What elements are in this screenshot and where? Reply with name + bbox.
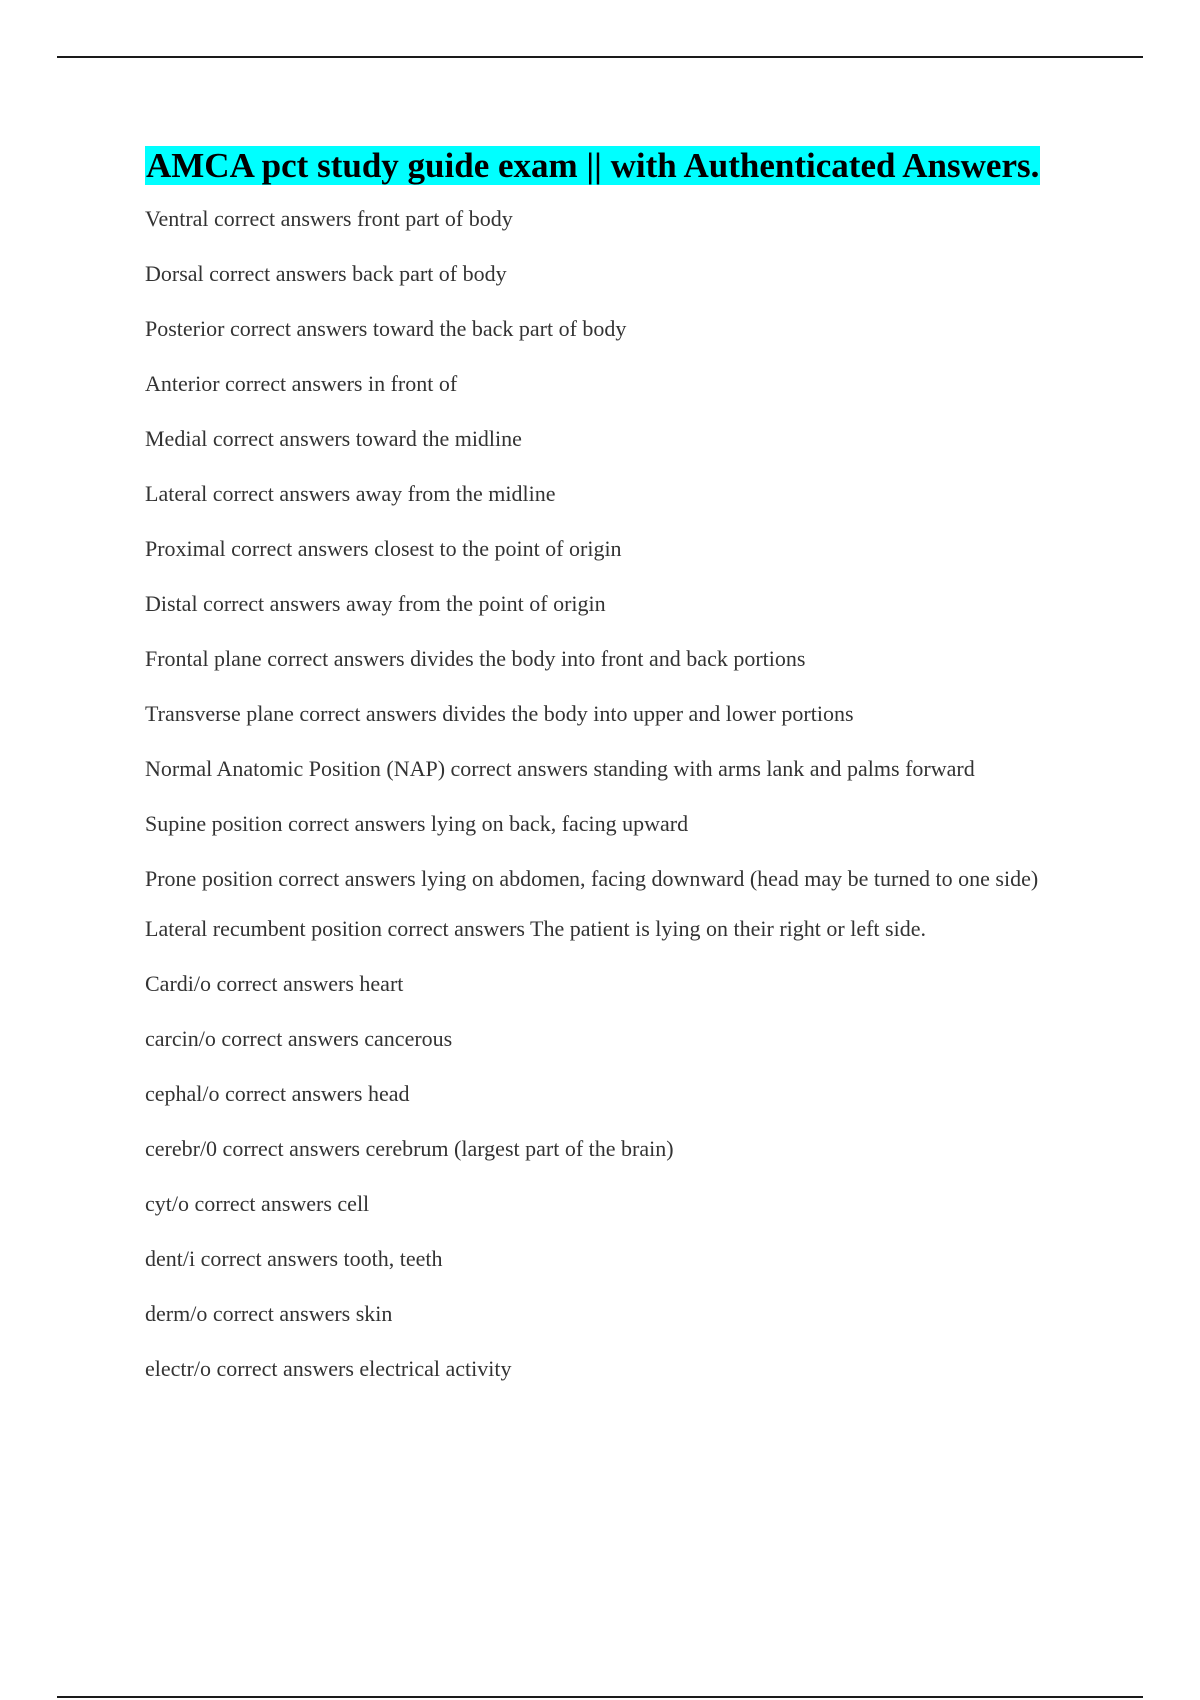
document-title: AMCA pct study guide exam || with Authenticated Answers. <box>146 146 1040 185</box>
footer-rule <box>57 1696 1143 1698</box>
list-item: Distal correct answers away from the point of origin <box>145 591 606 616</box>
list-item: dent/i correct answers tooth, teeth <box>145 1246 443 1271</box>
list-item: Posterior correct answers toward the back part of body <box>145 316 627 341</box>
title-block <box>145 143 1085 189</box>
header-rule <box>57 56 1143 58</box>
entry-list <box>145 205 1085 1383</box>
list-item: cerebr/0 correct answers cerebrum (largest part of the brain) <box>145 1136 674 1161</box>
list-item: Prone position correct answers lying on abdomen, facing downward (head may be turned to one side) <box>145 866 1039 891</box>
list-item: Frontal plane correct answers divides the body into front and back portions <box>145 646 806 671</box>
list-item: Proximal correct answers closest to the point of origin <box>145 536 622 561</box>
list-item: cyt/o correct answers cell <box>145 1191 370 1216</box>
list-item: Anterior correct answers in front of <box>145 371 458 396</box>
list-item: carcin/o correct answers cancerous <box>145 1026 453 1051</box>
list-item: Cardi/o correct answers heart <box>145 971 404 996</box>
list-item: cephal/o correct answers head <box>145 1081 410 1106</box>
list-item: Normal Anatomic Position (NAP) correct answers standing with arms lank and palms forward <box>145 756 975 781</box>
list-item: Ventral correct answers front part of body <box>145 206 513 231</box>
list-item: Medial correct answers toward the midline <box>145 426 522 451</box>
list-item: Supine position correct answers lying on back, facing upward <box>145 811 689 836</box>
list-item: Lateral correct answers away from the midline <box>145 481 556 506</box>
list-item: Dorsal correct answers back part of body <box>145 261 507 286</box>
list-item: Transverse plane correct answers divides the body into upper and lower portions <box>145 701 854 726</box>
page-content <box>145 143 1085 1410</box>
list-item: electr/o correct answers electrical activity <box>145 1356 512 1381</box>
list-item: Lateral recumbent position correct answers The patient is lying on their right or left side. <box>145 916 926 941</box>
list-item: derm/o correct answers skin <box>145 1301 393 1326</box>
